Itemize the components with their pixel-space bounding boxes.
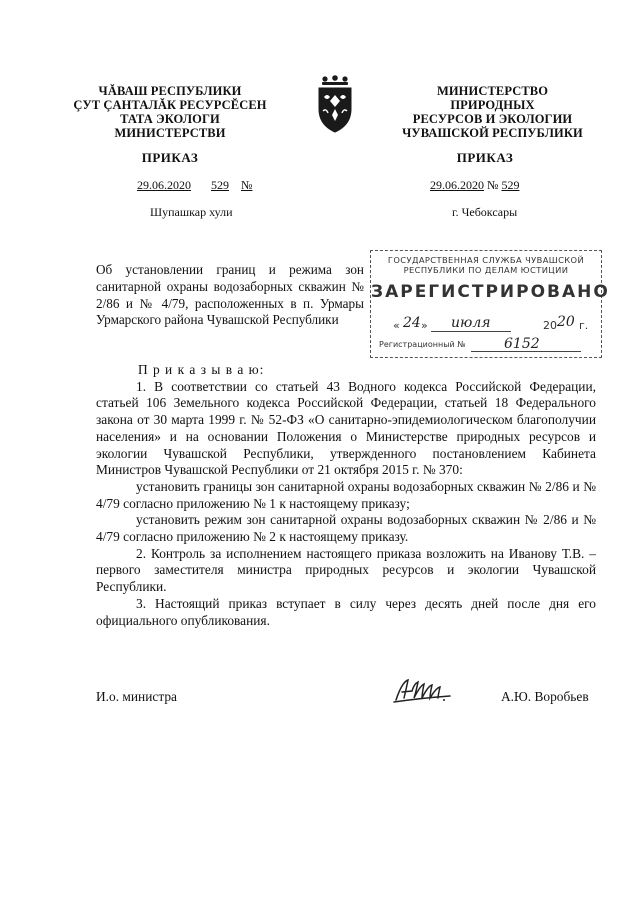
order-paragraph-3: 3. Настоящий приказ вступает в силу через десять дней после дня его официального опубликования. (96, 595, 596, 628)
order-date-right (430, 178, 519, 193)
date-value: 29.06.2020 (430, 178, 484, 192)
order-paragraph-1a: установить границы зон санитарной охраны водозаборных скважин № 2/86 и № 4/79 согласно приложению № 1 к настоящему приказу; (96, 478, 596, 511)
handwritten-signature-icon (392, 676, 458, 706)
header-right-line: РЕСУРСОВ И ЭКОЛОГИИ (412, 112, 573, 126)
stamp-line1: ГОСУДАРСТВЕННАЯ СЛУЖБА ЧУВАШСКОЙ (387, 255, 585, 265)
header-left-line: МИНИСТЕРСТВИ (114, 126, 226, 140)
stamp-status: ЗАРЕГИСТРИРОВАНО (371, 282, 610, 302)
stamp-line2: РЕСПУБЛИКИ ПО ДЕЛАМ ЮСТИЦИИ (403, 265, 569, 275)
order-body (96, 362, 596, 629)
header-right-line: МИНИСТЕРСТВО (436, 84, 549, 98)
stamp-month: июля (451, 315, 491, 331)
stamp-year-suffix: 20 (557, 314, 575, 330)
chuvash-coat-of-arms-icon (312, 73, 358, 135)
city-right: г. Чебоксары (452, 205, 518, 219)
stamp-day: 24 (403, 315, 421, 331)
header-left-line: ТАТА ЭКОЛОГИ (120, 112, 220, 126)
order-paragraph-1b: установить режим зон санитарной охраны водозаборных скважин № 2/86 и № 4/79 согласно приложению № 2 к настоящему приказу. (96, 512, 596, 545)
number-value: 529 (501, 178, 520, 192)
order-intro: П р и к а з ы в а ю: (138, 362, 265, 377)
stamp-year-g: г. (579, 319, 589, 332)
stamp-reg-row (379, 337, 589, 355)
number-value: 529 (211, 178, 229, 192)
header-left-ministry-name (60, 84, 280, 140)
order-subject: Об установлении границ и режима зон санитарной охраны водозаборных скважин № 2/86 и № 4/79, расположенных в п. Урмары Урмарского района Чувашской Республики (96, 262, 364, 328)
stamp-reg-number: 6152 (504, 336, 540, 352)
stamp-date-row: « 24 » июля 20 20 г. (393, 314, 589, 332)
stamp-reg-label: Регистрационный № (379, 340, 466, 349)
header-left-line: ЧĂВАШ РЕСПУБЛИКИ (98, 84, 242, 98)
date-value: 29.06.2020 (137, 178, 191, 192)
header-right-ministry-name (380, 84, 605, 140)
order-title-left: ПРИКАЗ (141, 150, 199, 165)
stamp-year-prefix: 20 (543, 319, 557, 332)
header-left-line: ÇУТ ÇАНТАЛĂК РЕСУРСĔСЕН (73, 98, 267, 112)
order-paragraph-1: 1. В соответствии со статьей 43 Водного кодекса Российской Федерации, статьей 106 Земельного кодекса Российской Федерации, статьей 18 Федерального закона от 30 марта 1999 г. № 52-ФЗ «О санитарно-эпидемиологическом благополучии населения» и на основании Положения о Министерстве природных ресурсов и экологии Чувашской Республики, утвержденного постановлением Кабинета Министров Чувашской Республики от 21 октября 2015 г. № 370: (96, 378, 596, 478)
order-date-left (137, 178, 252, 193)
registration-stamp (370, 250, 610, 358)
signature-name: А.Ю. Воробьев (501, 689, 589, 704)
header-right-line: ЧУВАШСКОЙ РЕСПУБЛИКИ (402, 126, 583, 140)
number-sign: № (487, 178, 499, 192)
number-sign: № (241, 178, 253, 192)
city-left: Шупашкар хули (150, 205, 233, 219)
order-title-right: ПРИКАЗ (456, 150, 514, 165)
header-right-line: ПРИРОДНЫХ (450, 98, 535, 112)
order-paragraph-2: 2. Контроль за исполнением настоящего приказа возложить на Иванову Т.В. – первого заместителя министра природных ресурсов и экологии Чувашской Республики. (96, 545, 596, 595)
signature-position: И.о. министра (96, 689, 177, 704)
